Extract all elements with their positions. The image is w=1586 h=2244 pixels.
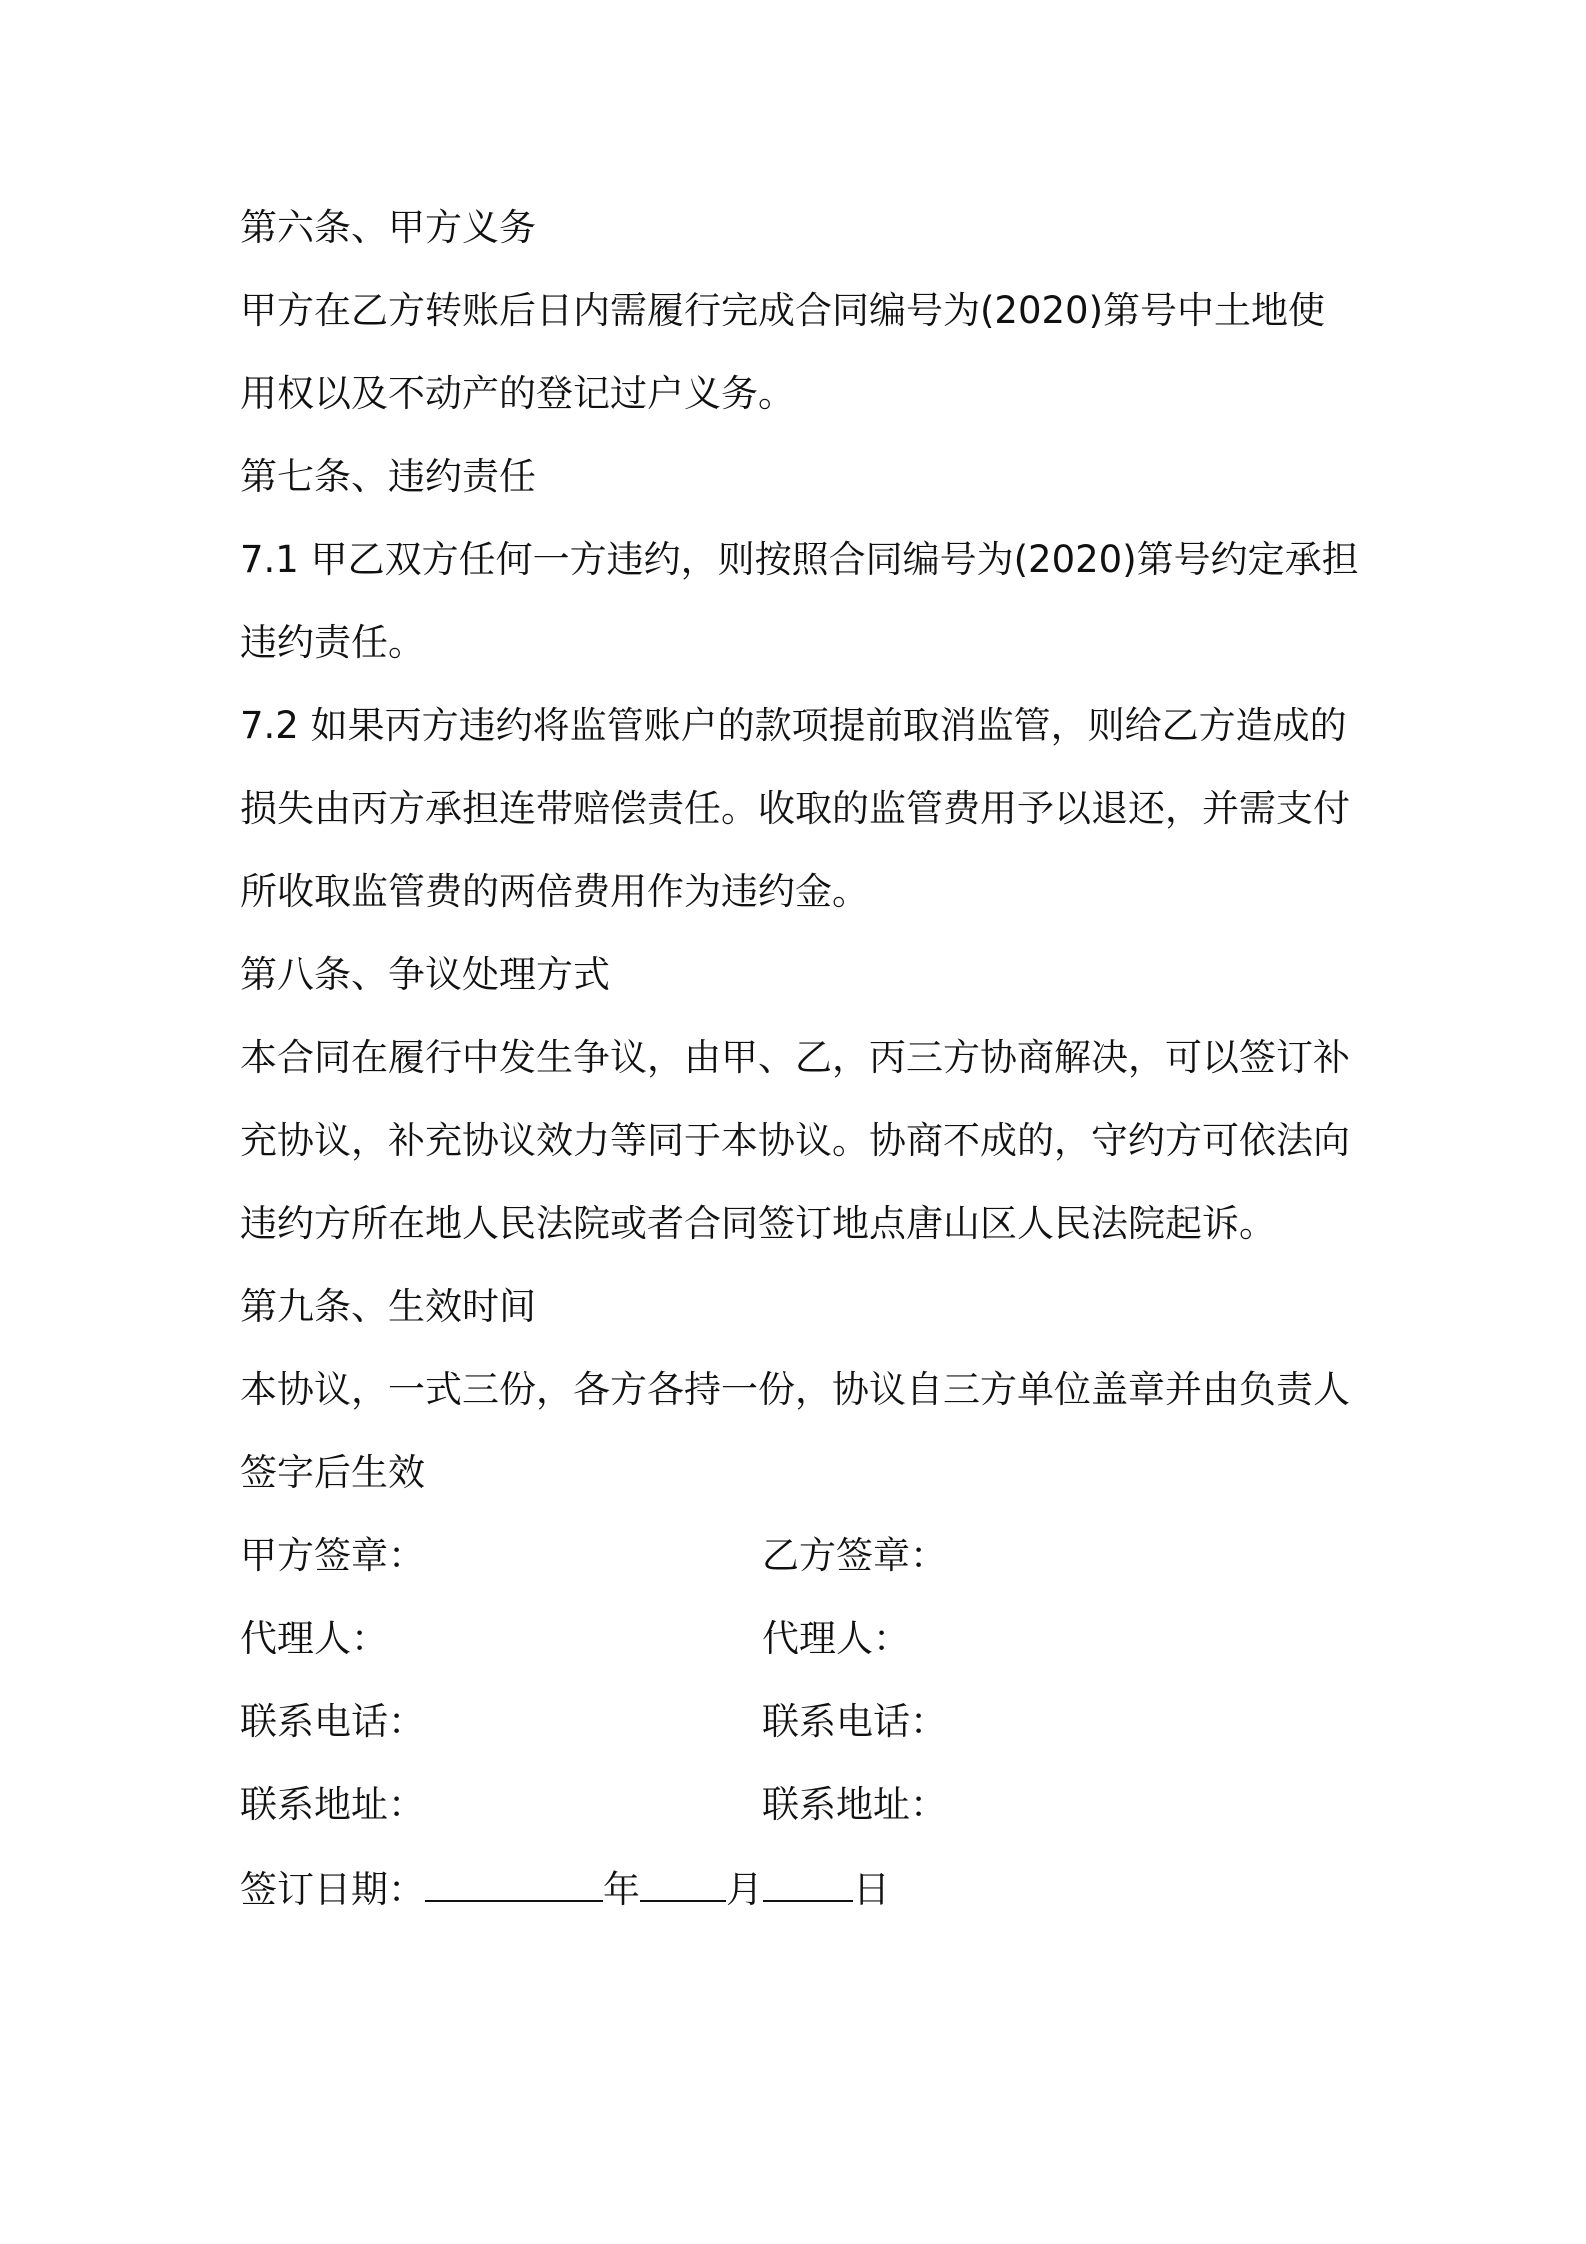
party-b-agent-label: 代理人：: [762, 1617, 910, 1660]
article-6-heading: 第六条、甲方义务: [240, 206, 536, 249]
signing-date-line: [240, 1860, 1360, 1943]
signature-row-address: [240, 1777, 1360, 1860]
article-9-text-line-1: 本协议，一式三份，各方各持一份，协议自三方单位盖章并由负责人: [240, 1368, 1350, 1411]
article-7-heading: 第七条、违约责任: [240, 455, 536, 498]
article-8-text-line-2: 充协议，补充协议效力等同于本协议。协商不成的，守约方可依法向: [240, 1119, 1350, 1162]
day-blank: [763, 1860, 853, 1902]
clause-7-1-line-2: 违约责任。: [240, 621, 425, 664]
article-8-heading: 第八条、争议处理方式: [240, 953, 610, 996]
article-6-text-line-2: 用权以及不动产的登记过户义务。: [240, 372, 795, 415]
contract-page: [240, 200, 1360, 1943]
year-label: 年: [603, 1868, 640, 1911]
signature-row-phone: [240, 1694, 1360, 1777]
signature-row-agent: [240, 1611, 1360, 1694]
party-a-seal-label: 甲方签章：: [240, 1534, 425, 1577]
signing-date-label: 签订日期：: [240, 1868, 425, 1911]
party-a-phone-label: 联系电话：: [240, 1700, 425, 1743]
party-b-address-label: 联系地址：: [762, 1783, 947, 1826]
article-6-text-line-1: 甲方在乙方转账后日内需履行完成合同编号为(2020)第号中土地使: [240, 289, 1326, 332]
article-8-text-line-1: 本合同在履行中发生争议，由甲、乙，丙三方协商解决，可以签订补: [240, 1036, 1350, 1079]
year-blank: [425, 1860, 603, 1902]
party-b-seal-label: 乙方签章：: [762, 1534, 947, 1577]
month-blank: [640, 1860, 726, 1902]
clause-7-2-line-1: 7.2 如果丙方违约将监管账户的款项提前取消监管，则给乙方造成的: [240, 704, 1347, 747]
article-9-text-line-2: 签字后生效: [240, 1451, 425, 1494]
day-label: 日: [853, 1868, 890, 1911]
party-b-phone-label: 联系电话：: [762, 1700, 947, 1743]
clause-7-2-line-2: 损失由丙方承担连带赔偿责任。收取的监管费用予以退还，并需支付: [240, 787, 1350, 830]
article-9-heading: 第九条、生效时间: [240, 1285, 536, 1328]
party-a-address-label: 联系地址：: [240, 1783, 425, 1826]
article-8-text-line-3: 违约方所在地人民法院或者合同签订地点唐山区人民法院起诉。: [240, 1202, 1276, 1245]
month-label: 月: [726, 1868, 763, 1911]
clause-7-1-line-1: 7.1 甲乙双方任何一方违约，则按照合同编号为(2020)第号约定承担: [240, 538, 1359, 581]
clause-7-2-line-3: 所收取监管费的两倍费用作为违约金。: [240, 870, 869, 913]
signature-row-seal: [240, 1528, 1360, 1611]
party-a-agent-label: 代理人：: [240, 1617, 388, 1660]
